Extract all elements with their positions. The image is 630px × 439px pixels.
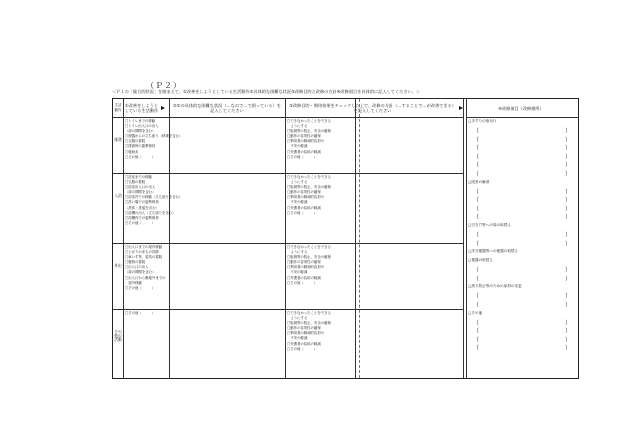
action-checklist	[125, 311, 155, 316]
purpose-option[interactable]: 不安の軽減	[287, 336, 308, 341]
paren-close: ）	[564, 128, 571, 135]
paren-close: ）	[564, 293, 571, 301]
action-option[interactable]: □トイレまでの移動	[125, 119, 156, 123]
paren-open: （	[473, 205, 480, 213]
improvement-item-title[interactable]: □便器の取替え	[468, 258, 493, 263]
action-option[interactable]: □浴槽の出入（立ち座りを含む）	[125, 210, 176, 215]
improvement-entry-field[interactable]	[469, 143, 575, 151]
paren-close: ）	[564, 171, 571, 178]
improvement-item-title[interactable]: □段差の解消	[468, 179, 490, 184]
purpose-option[interactable]: □その他（ ）	[287, 154, 318, 159]
purpose-option[interactable]: □転倒等の防止、安全の確保	[287, 321, 331, 326]
action-option[interactable]: 屋外移動	[125, 280, 142, 285]
purpose-option[interactable]: □利用者の精神的負担や	[287, 331, 325, 336]
action-option[interactable]: （扉の開閉を含む）	[125, 129, 156, 134]
improvement-entry-field[interactable]	[469, 335, 575, 343]
purpose-option[interactable]: □動作の容易性の確保	[287, 260, 321, 265]
purpose-option[interactable]: □介護者の負担の軽減	[287, 205, 321, 210]
purpose-option[interactable]: □利用者の精神的負担や	[287, 265, 325, 270]
paren-close: ）	[564, 267, 571, 275]
purpose-option[interactable]: ようにする	[287, 180, 308, 185]
instruction-text: ＜Ｐ１の「総合的状況」を踏まえて、①改善をしようとしている生活動作②具体的な困難な状況③改修目的と改修の方針④改修項目を具体的に記入してください。＞	[112, 89, 421, 94]
action-option[interactable]: □その他（ ）	[125, 285, 156, 290]
improvement-entry-field[interactable]	[469, 169, 575, 177]
paren-open: （	[473, 162, 480, 170]
action-option[interactable]: □出入口から敷地外までの	[125, 275, 166, 280]
purpose-option[interactable]: ようにする	[287, 124, 308, 129]
paren-close: ）	[564, 240, 571, 248]
purpose-option[interactable]: □動作の容易性の確保	[287, 326, 321, 331]
paren-open: （	[473, 197, 480, 205]
purpose-option[interactable]: □できなかったことをできる	[287, 175, 331, 179]
purpose-option[interactable]: □転倒等の防止、安全の確保	[287, 185, 331, 190]
improvement-entry-field[interactable]	[469, 187, 575, 195]
improvement-entry-field[interactable]	[469, 230, 575, 238]
action-option[interactable]: □その他（ ）	[125, 311, 156, 315]
paren-close: ）	[564, 275, 571, 283]
action-option[interactable]: □排泄時の姿勢保持	[125, 144, 156, 149]
purpose-option[interactable]: □介護者の負担の軽減	[287, 149, 321, 154]
action-option[interactable]: □車いす等、装具の着脱	[125, 255, 163, 260]
paren-close: ）	[564, 214, 571, 222]
purpose-checklist	[287, 175, 331, 216]
purpose-checklist	[287, 245, 331, 286]
paren-close: ）	[564, 197, 571, 205]
improvement-entry-field[interactable]	[469, 300, 575, 308]
action-option[interactable]: □履物の着脱	[125, 260, 146, 265]
purpose-option[interactable]: □利用者の精神的負担や	[287, 139, 325, 144]
header-target-action	[123, 99, 165, 117]
paren-close: ）	[564, 336, 571, 344]
purpose-option[interactable]: □転倒等の防止、安全の確保	[287, 129, 331, 134]
paren-open: （	[473, 153, 480, 161]
paren-open: （	[473, 275, 480, 283]
header-difficulty: ②①の具体的な困難な状況（…なので…で困っている）を記入してください	[172, 103, 281, 113]
paren-close: ）	[564, 302, 571, 309]
action-option[interactable]: □洗い場での姿勢保持	[125, 200, 159, 205]
action-option[interactable]: □出入口の出入	[125, 265, 149, 270]
action-checklist	[125, 119, 182, 160]
action-checklist	[125, 175, 182, 226]
purpose-option[interactable]: □介護者の負担の軽減	[287, 341, 321, 346]
purpose-option[interactable]: □動作の容易性の確保	[287, 190, 321, 195]
section-label: その他の活動	[114, 329, 122, 342]
improvement-entry-field[interactable]	[469, 343, 575, 351]
improvement-entry-field[interactable]	[469, 239, 575, 247]
action-option[interactable]: （洗体・洗髪を含む）	[125, 205, 159, 210]
purpose-option[interactable]: ようにする	[287, 250, 308, 255]
action-option[interactable]: □浴槽内での姿勢保持	[125, 215, 159, 220]
improvement-item-title[interactable]: □滑り防止等のための床材の変更	[468, 284, 522, 289]
purpose-option[interactable]: □できなかったことをできる	[287, 119, 331, 123]
paren-close: ）	[564, 162, 571, 170]
paren-open: （	[473, 345, 480, 353]
paren-close: ）	[564, 145, 571, 153]
paren-close: ）	[564, 205, 571, 213]
improvement-entry-field[interactable]	[469, 318, 575, 326]
action-option[interactable]: （扉の開閉を含む）	[125, 270, 156, 275]
header-purpose-label: ③改修目的・期待効果をチェックした上で、改修の方針（…することで…が改善できる）を記入してください	[289, 103, 456, 113]
paren-open: （	[473, 128, 480, 135]
purpose-option[interactable]: □介護者の負担の軽減	[287, 275, 321, 280]
header-activity: 生活動作	[114, 103, 122, 112]
improvement-entry-field[interactable]	[469, 265, 575, 273]
action-option[interactable]: □その他（ ）	[125, 154, 156, 159]
paren-open: （	[473, 145, 480, 153]
header-target-action-label: ①改善をしようとしている生活動作	[124, 103, 159, 113]
action-option[interactable]: □その他（ ）	[125, 220, 156, 225]
action-checklist	[125, 245, 166, 291]
paren-open: （	[473, 232, 480, 239]
paren-open: （	[473, 267, 480, 275]
action-option[interactable]: □出入口までの屋内移動	[125, 245, 163, 249]
section-label: 排泄	[114, 137, 122, 142]
paren-close: ）	[564, 319, 571, 327]
improvement-item-title[interactable]: □洋式便器等への便器の取替え	[468, 249, 519, 254]
paren-open: （	[473, 171, 480, 178]
purpose-option[interactable]: □できなかったことをできる	[287, 245, 331, 249]
purpose-option[interactable]: □その他（ ）	[287, 346, 318, 351]
purpose-option[interactable]: □その他（ ）	[287, 280, 318, 285]
paren-open: （	[473, 328, 480, 336]
action-option[interactable]: □衣服の着脱	[125, 139, 146, 144]
purpose-option[interactable]: □転倒等の防止、安全の確保	[287, 255, 331, 260]
paren-open: （	[473, 214, 480, 222]
paren-open: （	[473, 336, 480, 344]
action-option[interactable]: □後始末	[125, 149, 139, 154]
header-improvement-items: ④改修項目（改修箇所）	[498, 105, 544, 111]
purpose-option[interactable]: □利用者の精神的負担や	[287, 195, 325, 200]
purpose-checklist	[287, 119, 331, 160]
header-purpose	[287, 99, 463, 117]
action-option[interactable]: □衣服の着脱	[125, 180, 146, 185]
improvement-entry-field[interactable]	[469, 212, 575, 220]
action-option[interactable]: □トイレ出入口の出入	[125, 124, 159, 129]
arrow-right-icon	[161, 106, 165, 110]
action-option[interactable]: □上がりかまちの昇降	[125, 250, 159, 255]
paren-open: （	[473, 319, 480, 327]
action-option[interactable]: □便器からの立ち座り（移乗を含む）	[125, 134, 183, 139]
improvement-form	[112, 98, 579, 379]
paren-close: ）	[564, 232, 571, 239]
paren-open: （	[473, 136, 480, 144]
purpose-option[interactable]: □できなかったことをできる	[287, 311, 331, 315]
improvement-entry-field[interactable]	[469, 326, 575, 334]
paren-close: ）	[564, 153, 571, 161]
section-label: 外出	[114, 263, 122, 268]
purpose-option[interactable]: 不安の軽減	[287, 270, 308, 275]
paren-open: （	[473, 240, 480, 248]
improvement-entry-field[interactable]	[469, 204, 575, 212]
paren-open: （	[473, 302, 480, 309]
improvement-entry-field[interactable]	[469, 152, 575, 160]
improvement-entry-field[interactable]	[469, 274, 575, 282]
purpose-checklist	[287, 311, 331, 352]
improvement-entry-field[interactable]	[469, 160, 575, 168]
improvement-item-title[interactable]: □手すりの取付け	[468, 119, 497, 123]
paren-close: ）	[564, 345, 571, 353]
purpose-option[interactable]: 不安の軽減	[287, 200, 308, 205]
action-option[interactable]: □浴室出入口の出入	[125, 185, 156, 190]
paren-close: ）	[564, 188, 571, 196]
purpose-option[interactable]: 不安の軽減	[287, 144, 308, 149]
page-label: （Ｐ２）	[146, 81, 182, 90]
action-option[interactable]: □浴室内での移動（立ち座りを含む）	[125, 195, 183, 200]
purpose-option[interactable]: ようにする	[287, 316, 308, 321]
action-option[interactable]: （扉の開閉を含む）	[125, 190, 156, 195]
paren-open: （	[473, 293, 480, 301]
purpose-option[interactable]: □その他（ ）	[287, 210, 318, 215]
paren-close: ）	[564, 328, 571, 336]
improvement-entry-field[interactable]	[469, 126, 575, 134]
improvement-item-title[interactable]: □引き戸等への扉の取替え	[468, 223, 511, 227]
section-label: 入浴	[114, 193, 122, 198]
improvement-entry-field[interactable]	[469, 135, 575, 143]
improvement-entry-field[interactable]	[469, 195, 575, 203]
improvement-entry-field[interactable]	[469, 291, 575, 299]
paren-open: （	[473, 188, 480, 196]
paren-close: ）	[564, 136, 571, 144]
improvement-item-title[interactable]: □その他	[468, 310, 483, 315]
purpose-option[interactable]: □動作の容易性の確保	[287, 134, 321, 139]
action-option[interactable]: □浴室までの移動	[125, 175, 152, 179]
